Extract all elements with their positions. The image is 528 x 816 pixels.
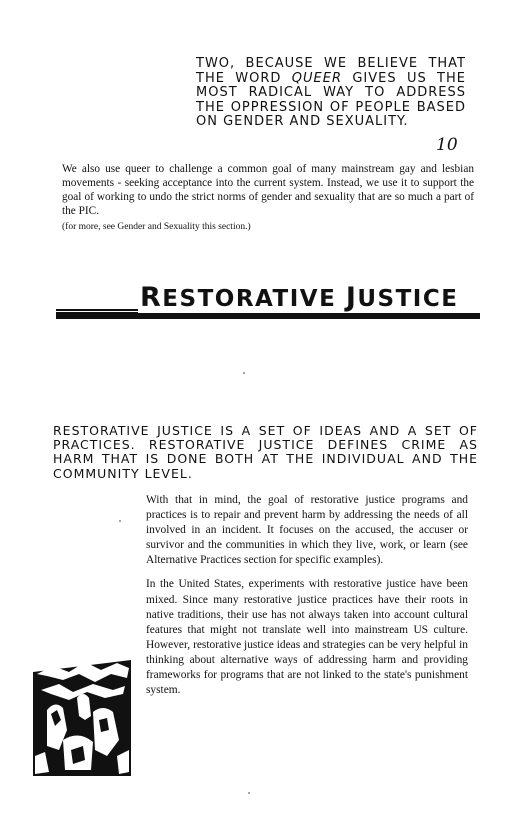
body-text: [146, 493, 468, 707]
woodcut-raised-fists-illustration: [33, 660, 131, 776]
pull-quote-text-after: GIVES US THE MOST RADICAL WAY TO ADDRESS THE OPPRESSION OF PEOPLE BASED ON GENDER AND SEXUALITY.: [196, 70, 466, 129]
paper-speck: [243, 372, 245, 374]
body-paragraph: With that in mind, the goal of restorative justice programs and practices is to repair and prevent harm by addressing the needs of all involved in an incident. It focuses on the accused, the accuser or survivor and the communities in which they live, work, or learn (see Alternative Practices section for specific examples).: [146, 494, 468, 567]
definition-block: RESTORATIVE JUSTICE IS A SET OF IDEAS AND A SET OF PRACTICES. RESTORATIVE JUSTICE DEFINES CRIME AS HARM THAT IS DONE BOTH AT THE INDIVIDUAL AND THE COMMUNITY LEVEL.: [53, 423, 478, 481]
heading-initial-j: J: [345, 282, 358, 313]
intro-note: (for more, see Gender and Sexuality this section.): [62, 222, 251, 232]
body-paragraph: In the United States, experiments with restorative justice have been mixed. Since many restorative justice practices have their roots in native traditions, their use has not always taken into account cultural features that might not translate well into mainstream US culture. However, restorative justice ideas and strategies can be very helpful in thinking about alternative ways of addressing harm and providing frameworks for programs that are not linked to the state's punishment system.: [146, 578, 468, 697]
intro-paragraph: We also use queer to challenge a common goal of many mainstream gay and lesbian movements - seeking acceptance into the current system. Instead, we use it to support the goal of working to undo the strict norms of gender and sexuality that are so much a part of the PIC.: [62, 163, 474, 217]
heading-rule: [56, 312, 480, 319]
paper-speck: [119, 520, 121, 522]
intro-section: [62, 162, 474, 234]
page-number: 10: [436, 135, 458, 155]
section-heading: [138, 284, 482, 313]
woodcut-illustration-graphic: [33, 660, 131, 776]
heading-initial-r: R: [140, 282, 163, 313]
pull-quote: [196, 57, 466, 130]
heading-word-justice: USTICE: [357, 286, 459, 312]
pull-quote-text-before: TWO, BECAUSE WE BELIEVE THAT THE WORD: [196, 56, 466, 86]
heading-word-restorative: ESTORATIVE: [162, 286, 337, 312]
paper-speck: [248, 792, 250, 794]
pull-quote-emphasis: QUEER: [291, 70, 342, 86]
